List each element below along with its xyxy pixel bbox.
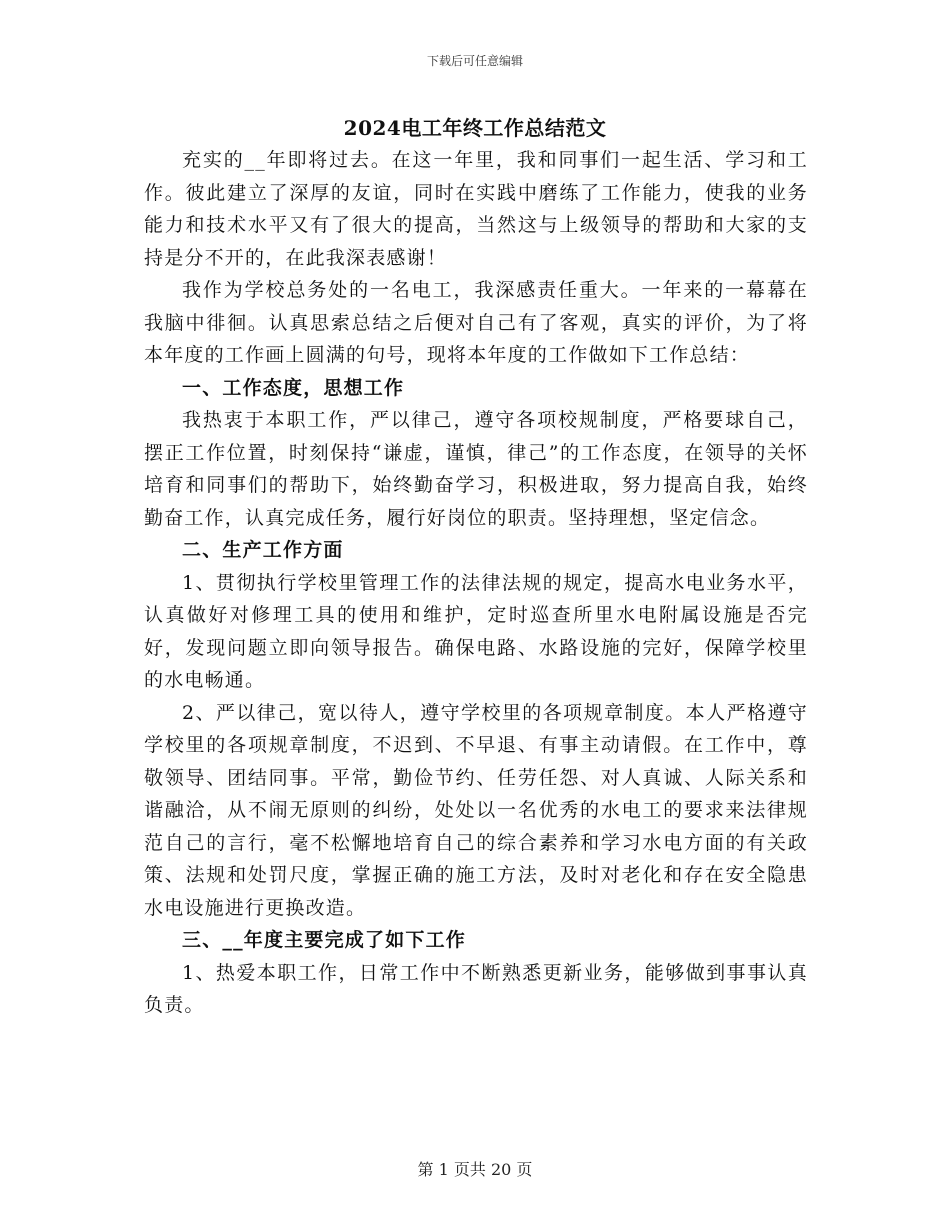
paragraph: 1、热爱本职工作，日常工作中不断熟悉更新业务，能够做到事事认真负责。 xyxy=(144,961,808,1016)
paragraph: 我作为学校总务处的一名电工，我深感责任重大。一年来的一幕幕在我脑中徘徊。认真思索总结之后便对自己有了客观，真实的评价，为了将本年度的工作画上圆满的句号，现将本年度的工作做如下工作总结： xyxy=(144,279,808,366)
paragraph: 充实的__年即将过去。在这一年里，我和同事们一起生活、学习和工作。彼此建立了深厚的友谊，同时在实践中磨练了工作能力，使我的业务能力和技术水平又有了很大的提高，当然这与上级领导的帮助和大家的支持是分不开的，在此我深表感谢！ xyxy=(144,149,808,269)
document-title: 2024电工年终工作总结范文 xyxy=(343,116,607,140)
section-heading: 二、生产工作方面 xyxy=(182,539,344,561)
paragraph: 1、贯彻执行学校里管理工作的法律法规的规定，提高水电业务水平，认真做好对修理工具的使用和维护，定时巡查所里水电附属设施是否完好，发现问题立即向领导报告。确保电路、水路设施的完好，保障学校里的水电畅通。 xyxy=(144,571,808,691)
section-heading: 一、工作态度，思想工作 xyxy=(182,376,405,399)
page-footer-number: 第 1 页共 20 页 xyxy=(417,1160,533,1179)
page-header-note: 下载后可任意编辑 xyxy=(426,54,523,68)
paragraph: 我热衷于本职工作，严以律己，遵守各项校规制度，严格要球自己，摆正工作位置，时刻保持“谦虚，谨慎，律己”的工作态度，在领导的关怀培育和同事们的帮助下，始终勤奋学习，积极进取，努力提高自我，始终勤奋工作，认真完成任务，履行好岗位的职责。坚持理想，坚定信念。 xyxy=(144,409,808,529)
document-body xyxy=(144,144,808,1022)
paragraph: 2、严以律己，宽以待人，遵守学校里的各项规章制度。本人严格遵守学校里的各项规章制度，不迟到、不早退、有事主动请假。在工作中，尊敬领导、团结同事。平常，勤俭节约、任劳任怨、对人真诚、人际关系和谐融洽，从不闹无原则的纠纷，处处以一名优秀的水电工的要求来法律规范自己的言行，毫不松懈地培育自己的综合素养和学习水电方面的有关政策、法规和处罚尺度，掌握正确的施工方法，及时对老化和存在安全隐患水电设施进行更换改造。 xyxy=(144,701,808,919)
section-heading: 三、__年度主要完成了如下工作 xyxy=(182,929,467,951)
